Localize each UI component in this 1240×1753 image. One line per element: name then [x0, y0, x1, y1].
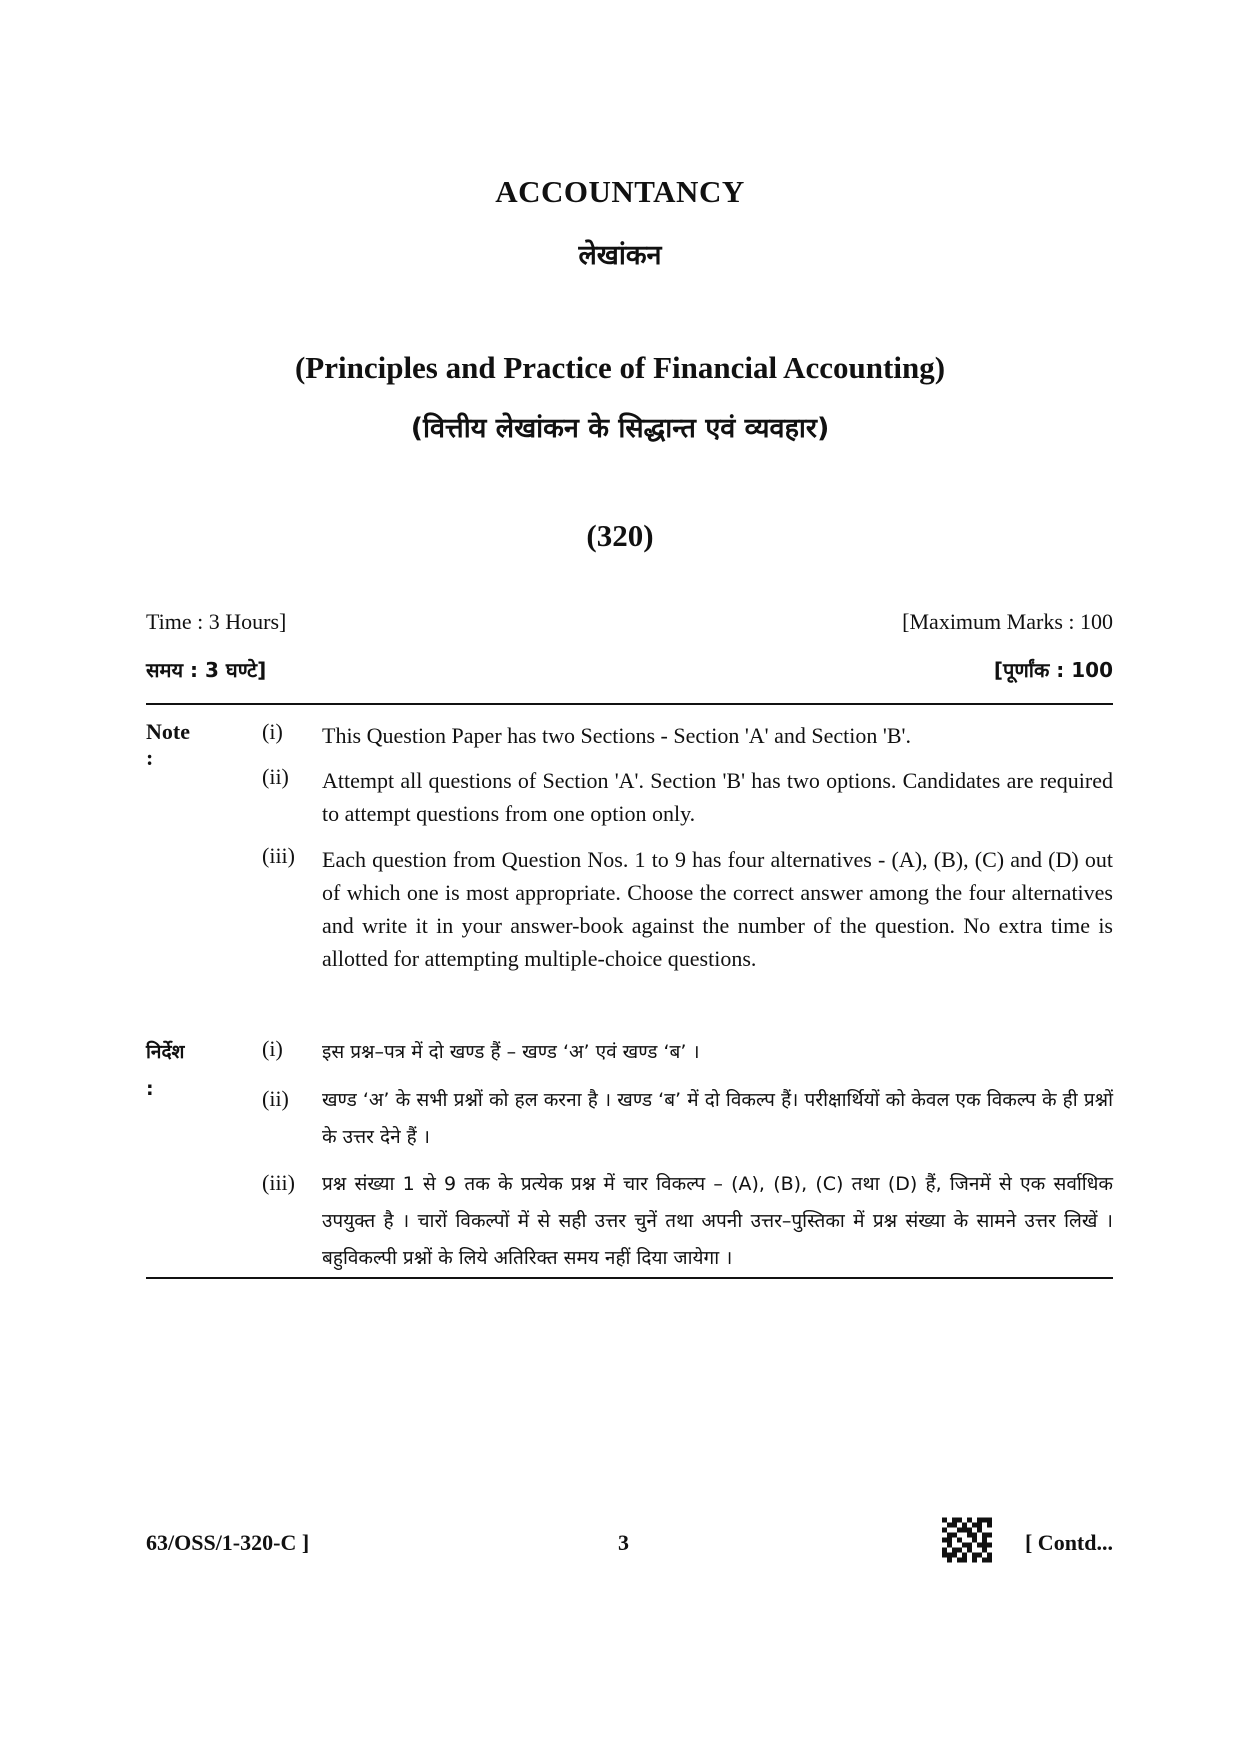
- note-item-hindi: [322, 1166, 1113, 1277]
- paper-code: 63/OSS/1-320-C ]: [146, 1530, 310, 1555]
- note-number: (i): [262, 1036, 283, 1061]
- note-item: [322, 843, 1113, 975]
- time-allowed: Time : 3 Hours]: [146, 609, 287, 634]
- note-text-hindi: इस प्रश्न–पत्र में दो खण्ड हैं – खण्ड ‘अ’ एवं खण्ड ‘ब’ ।: [322, 1041, 700, 1063]
- note-number: (iii): [262, 843, 295, 868]
- maximum-marks: [Maximum Marks : 100: [902, 609, 1113, 634]
- note-item: [322, 719, 1113, 752]
- note-text-hindi: खण्ड ‘अ’ के सभी प्रश्नों को हल करना है । खण्ड ‘ब’ में दो विकल्प हैं। परीक्षार्थियों को केवल एक विकल्प के ही प्रश्नों के उत्तर देने हैं ।: [322, 1089, 1113, 1148]
- note-item-hindi: [322, 1034, 1113, 1071]
- note-text: This Question Paper has two Sections - Section 'A' and Section 'B'.: [322, 723, 912, 748]
- page-title: ACCOUNTANCY: [495, 174, 745, 209]
- note-item: [322, 764, 1113, 830]
- note-text-hindi: प्रश्न संख्या 1 से 9 तक के प्रत्येक प्रश्न में चार विकल्प – (A), (B), (C) तथा (D) हैं, जिनमें से एक सर्वाधिक उपयुक्त है । चारों विकल्पों में से सही उत्तर चुनें तथा अपनी उत्तर–पुस्तिका में प्रश्न संख्या के सामने उत्तर लिखें । बहुविकल्पी प्रश्नों के लिये अतिरिक्त समय नहीं दिया जायेगा ।: [322, 1173, 1113, 1269]
- time-allowed-hindi: समय : 3 घण्टे]: [146, 658, 267, 682]
- note-number: (ii): [262, 764, 289, 789]
- note-number: (ii): [262, 1086, 289, 1111]
- note-item-hindi: [322, 1082, 1113, 1156]
- continued-marker: [ Contd...: [1024, 1530, 1113, 1555]
- page-title-hindi: लेखांकन: [578, 240, 662, 271]
- top-divider: [146, 703, 1113, 705]
- note-label-hindi: निर्देश :: [146, 1041, 185, 1100]
- note-text: Each question from Question Nos. 1 to 9 has four alternatives - (A), (B), (C) and (D) out of which one is most appropriate. Choose the correct answer among the four alternatives and write it in your answer-book against the number of the question. No extra time is allotted for attempting multiple-choice questions.: [322, 847, 1113, 971]
- note-label: Note :: [146, 719, 190, 770]
- maximum-marks-hindi: [पूर्णांक : 100: [993, 658, 1113, 682]
- subject-subtitle-hindi: (वित्तीय लेखांकन के सिद्धान्त एवं व्यवहार): [410, 413, 830, 444]
- qr-code-icon: [942, 1517, 992, 1563]
- note-number: (i): [262, 719, 283, 744]
- note-text: Attempt all questions of Section 'A'. Section 'B' has two options. Candidates are required to attempt questions from one option only.: [322, 768, 1113, 826]
- subject-code: (320): [586, 518, 654, 553]
- note-number: (iii): [262, 1170, 295, 1195]
- bottom-divider: [146, 1277, 1113, 1279]
- subject-subtitle: (Principles and Practice of Financial Accounting): [294, 350, 946, 385]
- page-number: 3: [618, 1530, 629, 1555]
